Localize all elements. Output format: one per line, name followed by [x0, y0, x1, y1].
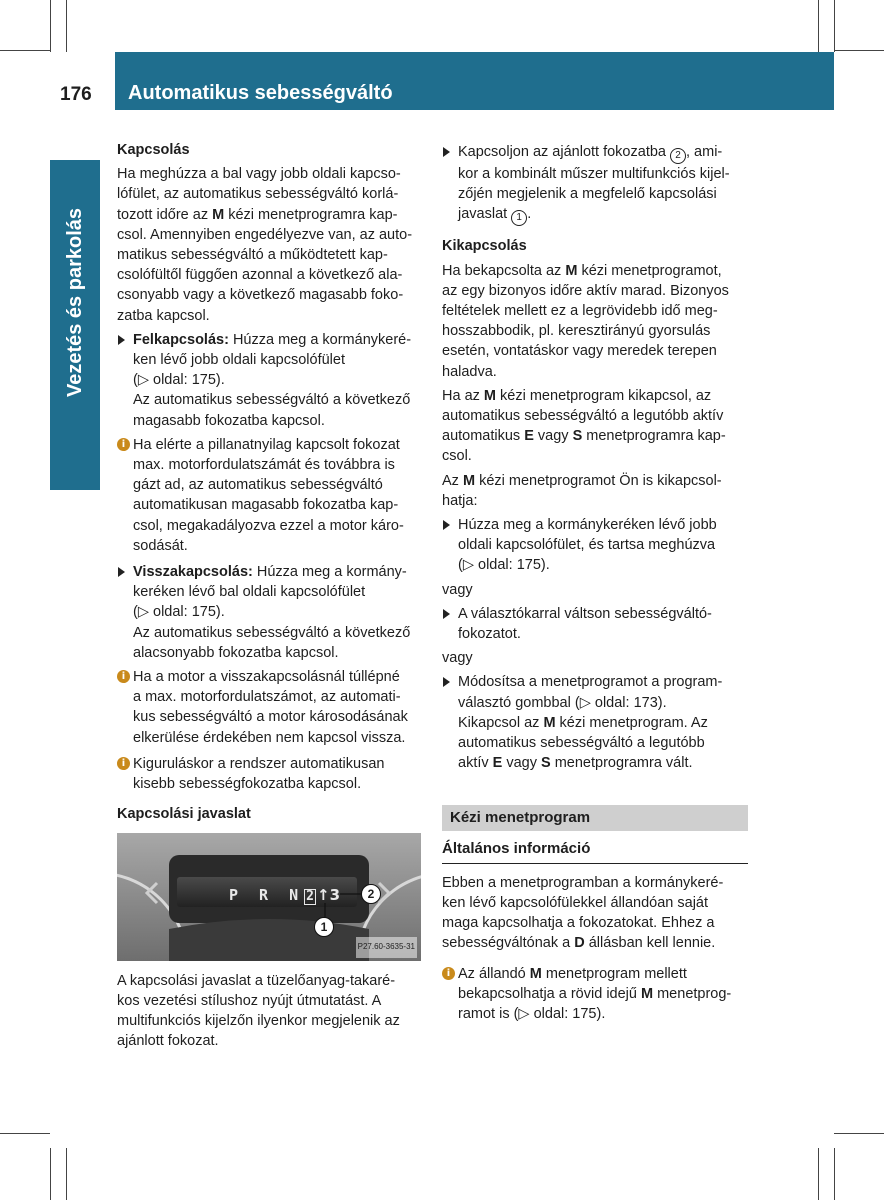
text-line: ken lévő kapcsolófülekkel állandóan saját	[442, 894, 709, 911]
bold-letter: M	[640, 985, 654, 1002]
info-text	[133, 754, 424, 794]
callout-2: 2	[361, 884, 381, 904]
text-segment: bekapcsolhatja a rövid idejű	[458, 985, 641, 1002]
page-number: 176	[60, 84, 92, 105]
info-text	[133, 435, 424, 556]
text-segment: Az állandó	[458, 965, 530, 982]
text-line: csol. Amennyiben engedélyezve van, az auto-	[117, 226, 413, 243]
text-line: matikus sebességváltó a működtetett kap-	[117, 247, 388, 264]
crop-mark	[834, 1148, 835, 1200]
text-segment: Ha az	[442, 387, 484, 404]
text-line: ajánlott fokozat.	[117, 1033, 219, 1050]
text-line: lófület, az automatikus sebességváltó korlá-	[117, 186, 399, 203]
text-segment: menetprogramra kap-	[582, 428, 726, 445]
crop-mark	[66, 0, 67, 52]
paragraph-kikapcsolas-1	[442, 261, 748, 382]
crop-mark	[50, 0, 51, 52]
text-line: (▷ oldal: 175).	[458, 557, 550, 574]
text-line: ramot is (▷ oldal: 175).	[458, 1005, 606, 1022]
bullet-line: (▷ oldal: 175).	[133, 372, 225, 389]
text-segment: Kikapcsol az	[458, 714, 544, 731]
bullet-modositsa	[442, 672, 748, 773]
callout-1: 1	[314, 917, 334, 937]
bullet-line	[133, 562, 424, 582]
text-line	[458, 713, 748, 733]
text-segment: menetprogram mellett	[541, 965, 687, 982]
text-line: választó gombbal (▷ oldal: 173).	[458, 694, 667, 711]
info-note	[117, 754, 424, 794]
recommended-gear-value: 3	[329, 885, 341, 904]
text-line	[442, 261, 748, 281]
text-line: zőjén megjelenik a megfelelő kapcsolási	[458, 186, 717, 203]
text-segment: .	[527, 206, 532, 223]
text-line	[458, 753, 748, 773]
text-line	[458, 964, 748, 984]
text-line: Kiguruláskor a rendszer automatikusan	[133, 755, 385, 772]
callout-number: 1	[511, 210, 527, 226]
text-line	[458, 142, 748, 164]
heading-kapcsolas: Kapcsolás	[117, 142, 190, 158]
figure-code: P27.60-3635-31	[356, 937, 417, 957]
info-note	[442, 964, 748, 1025]
subheading: Általános információ	[442, 839, 748, 863]
bullet-text	[458, 672, 748, 773]
text-line: csolófültől függően azonnal a következő ala-	[117, 267, 403, 284]
bullet-text	[458, 604, 748, 644]
text-segment: állásban kell lennie.	[584, 935, 716, 952]
bold-letter: M	[565, 262, 578, 279]
text-line: hosszabbodik, pl. keresztirányú gyorsulás	[442, 323, 711, 340]
bullet-line: Az automatikus sebességváltó a következő	[133, 392, 411, 409]
page-title: Automatikus sebességváltó	[128, 82, 393, 104]
text-line: sodását.	[133, 537, 188, 554]
text-line: A kapcsolási javaslat a tüzelőanyag-takaré-	[117, 972, 396, 989]
bullet-text	[458, 142, 748, 226]
crop-mark	[0, 50, 50, 51]
crop-mark	[834, 0, 835, 52]
text-line	[117, 205, 424, 225]
text-segment: kézi menetprogram. Az	[555, 714, 708, 731]
bold-letter: M	[543, 714, 556, 731]
bullet-label: Felkapcsolás:	[133, 331, 229, 348]
text-segment: sebességváltónak a	[442, 935, 575, 952]
bold-letter: E	[524, 428, 534, 445]
crop-mark	[66, 1148, 67, 1200]
text-line: maga kapcsolhatja a fokozatokat. Ehhez a	[442, 915, 715, 932]
crop-mark	[818, 0, 819, 52]
bullet-line: (▷ oldal: 175).	[133, 604, 225, 621]
text-line: az egy bizonyos időre aktív marad. Bizonyos	[442, 282, 729, 299]
bullet-line: keréken lévő bal oldali kapcsolófület	[133, 584, 366, 601]
text-line: Húzza meg a kormánykeréken lévő jobb	[458, 517, 717, 534]
text-line: Módosítsa a menetprogramot a program-	[458, 674, 723, 691]
text-line: csol.	[442, 448, 472, 465]
text-line: csonyabb vagy a következő magasabb foko-	[117, 287, 404, 304]
bullet-text: Húzza meg a kormánykeré-	[228, 331, 412, 348]
bold-letter: M	[483, 387, 497, 404]
text-line	[458, 984, 748, 1004]
gear-box: 2	[306, 888, 314, 904]
text-line: automatikusan magasabb fokozatba kap-	[133, 497, 399, 514]
text-line: esetén, vontatáskor vagy meredek terepen	[442, 343, 717, 360]
text-segment: vagy	[502, 755, 542, 772]
text-line: multifunkciós kijelzőn ilyenkor megjelenik az	[117, 1012, 400, 1029]
text-segment: Kapcsoljon az ajánlott fokozatba	[458, 144, 670, 160]
text-segment: javaslat	[458, 206, 512, 223]
info-note	[117, 667, 424, 748]
text-segment: kézi menetprogramot Ön is kikapcsol-	[475, 472, 722, 489]
text-segment: vagy	[533, 428, 573, 445]
intro-paragraph	[117, 164, 424, 326]
text-segment: automatikus	[442, 428, 525, 445]
info-icon: i	[117, 757, 130, 770]
left-column	[117, 140, 424, 1055]
section-title-box: Kézi menetprogram	[442, 805, 748, 831]
text-line: haladva.	[442, 363, 497, 380]
instrument-cluster-figure	[117, 833, 421, 961]
side-tab-label: Vezetés és parkolás	[63, 207, 86, 398]
text-segment: kézi menetprogramra kap-	[224, 206, 398, 223]
paragraph-kikapcsolas-3	[442, 471, 748, 511]
text-segment: Az	[442, 472, 463, 489]
bold-letter: E	[492, 755, 503, 772]
text-line: max. motorfordulatszámát és továbbra is	[133, 457, 395, 474]
bold-letter: M	[462, 472, 476, 489]
bold-letter: M	[529, 965, 542, 982]
text-line	[442, 426, 748, 446]
crop-mark	[50, 1148, 51, 1200]
crop-mark	[818, 1148, 819, 1200]
bullet-line: magasabb fokozatba kapcsol.	[133, 412, 325, 429]
bold-letter: S	[572, 428, 583, 445]
bold-letter: M	[212, 206, 225, 223]
text-line: oldali kapcsolófület, és tartsa meghúzva	[458, 537, 716, 554]
text-line: hatja:	[442, 492, 478, 509]
info-icon: i	[117, 670, 130, 683]
bullet-line: ken lévő jobb oldali kapcsolófület	[133, 352, 345, 369]
bullet-huzza	[442, 515, 748, 576]
info-text	[133, 667, 424, 748]
text-line: automatikus sebességváltó a legutóbb aktív	[442, 408, 724, 425]
bullet-label: Visszakapcsolás:	[133, 564, 253, 581]
text-line: Ha meghúzza a bal vagy jobb oldali kapcso-	[117, 166, 401, 183]
callout-number: 2	[670, 148, 686, 164]
info-note	[117, 435, 424, 556]
text-line	[442, 471, 748, 491]
bullet-kapcsoljon	[442, 142, 748, 226]
text-line: elkerülése érdekében nem kapcsol vissza.	[133, 729, 406, 746]
crop-mark	[834, 1133, 884, 1134]
text-line: a max. motorfordulatszámot, az automati-	[133, 689, 401, 706]
text-line: fokozatot.	[458, 626, 521, 643]
side-tab-label-wrap	[50, 160, 100, 445]
text-line: zatba kapcsol.	[117, 307, 210, 324]
info-text	[458, 964, 748, 1025]
text-line: csol, megakadályozva ezzel a motor káro-	[133, 517, 404, 534]
bullet-line	[133, 330, 424, 350]
gear-prn: P R N	[229, 885, 305, 904]
text-line	[458, 204, 748, 226]
text-line: kus sebességváltó a motor károsodásának	[133, 709, 408, 726]
text-line: kor a kombinált műszer multifunkciós kijel-	[458, 166, 730, 182]
crop-mark	[0, 1133, 50, 1134]
bold-letter: D	[574, 935, 585, 952]
info-icon: i	[117, 438, 130, 451]
shift-up-arrow-icon: ↑	[317, 885, 330, 904]
vagy-text: vagy	[442, 650, 473, 667]
text-line: gázt ad, az automatikus sebességváltó	[133, 477, 383, 494]
text-segment: menetprog-	[653, 985, 732, 1002]
bullet-line: Az automatikus sebességváltó a következő	[133, 624, 411, 641]
text-line: feltételek mellett ez a legrövidebb idő meg-	[442, 303, 718, 320]
vagy-text: vagy	[442, 581, 473, 598]
text-line: Ha elérte a pillanatnyilag kapcsolt fokozat	[133, 436, 400, 453]
bullet-felkapcsolas	[117, 330, 424, 431]
heading-kikapcsolas: Kikapcsolás	[442, 238, 527, 255]
info-icon: i	[442, 967, 455, 980]
text-segment: aktív	[458, 755, 493, 772]
text-line: Ha a motor a visszakapcsolásnál túllépné	[133, 669, 400, 686]
text-line: automatikus sebességváltó a legutóbb	[458, 735, 705, 752]
text-segment: tozott időre az	[117, 206, 213, 223]
text-segment: kézi menetprogram kikapcsol, az	[496, 387, 712, 404]
bullet-visszakapcsolas	[117, 562, 424, 663]
text-line: A választókarral váltson sebességváltó-	[458, 605, 712, 622]
paragraph-kikapcsolas-2	[442, 386, 748, 467]
text-segment: kézi menetprogramot,	[577, 262, 722, 279]
text-line: kos vezetési stílushoz nyújt útmutatást. A	[117, 992, 382, 1009]
heading-kapcsolasi-javaslat: Kapcsolási javaslat	[117, 806, 251, 823]
bullet-text	[458, 515, 748, 576]
bullet-valasztokar	[442, 604, 748, 644]
paragraph-kezi	[442, 873, 748, 954]
text-line: kisebb sebességfokozatba kapcsol.	[133, 776, 362, 793]
text-line: Ebben a menetprogramban a kormánykeré-	[442, 874, 724, 891]
right-column	[442, 142, 748, 1030]
text-segment: menetprogramra vált.	[550, 755, 693, 772]
bullet-text: Húzza meg a kormány-	[252, 564, 407, 581]
crop-mark	[834, 50, 884, 51]
text-line	[442, 933, 748, 953]
bullet-line: alacsonyabb fokozatba kapcsol.	[133, 644, 339, 661]
bold-letter: S	[541, 755, 551, 772]
after-figure-paragraph	[117, 971, 424, 1052]
text-line	[442, 386, 748, 406]
text-segment: , ami-	[686, 144, 723, 160]
text-segment: Ha bekapcsolta az	[442, 262, 566, 279]
